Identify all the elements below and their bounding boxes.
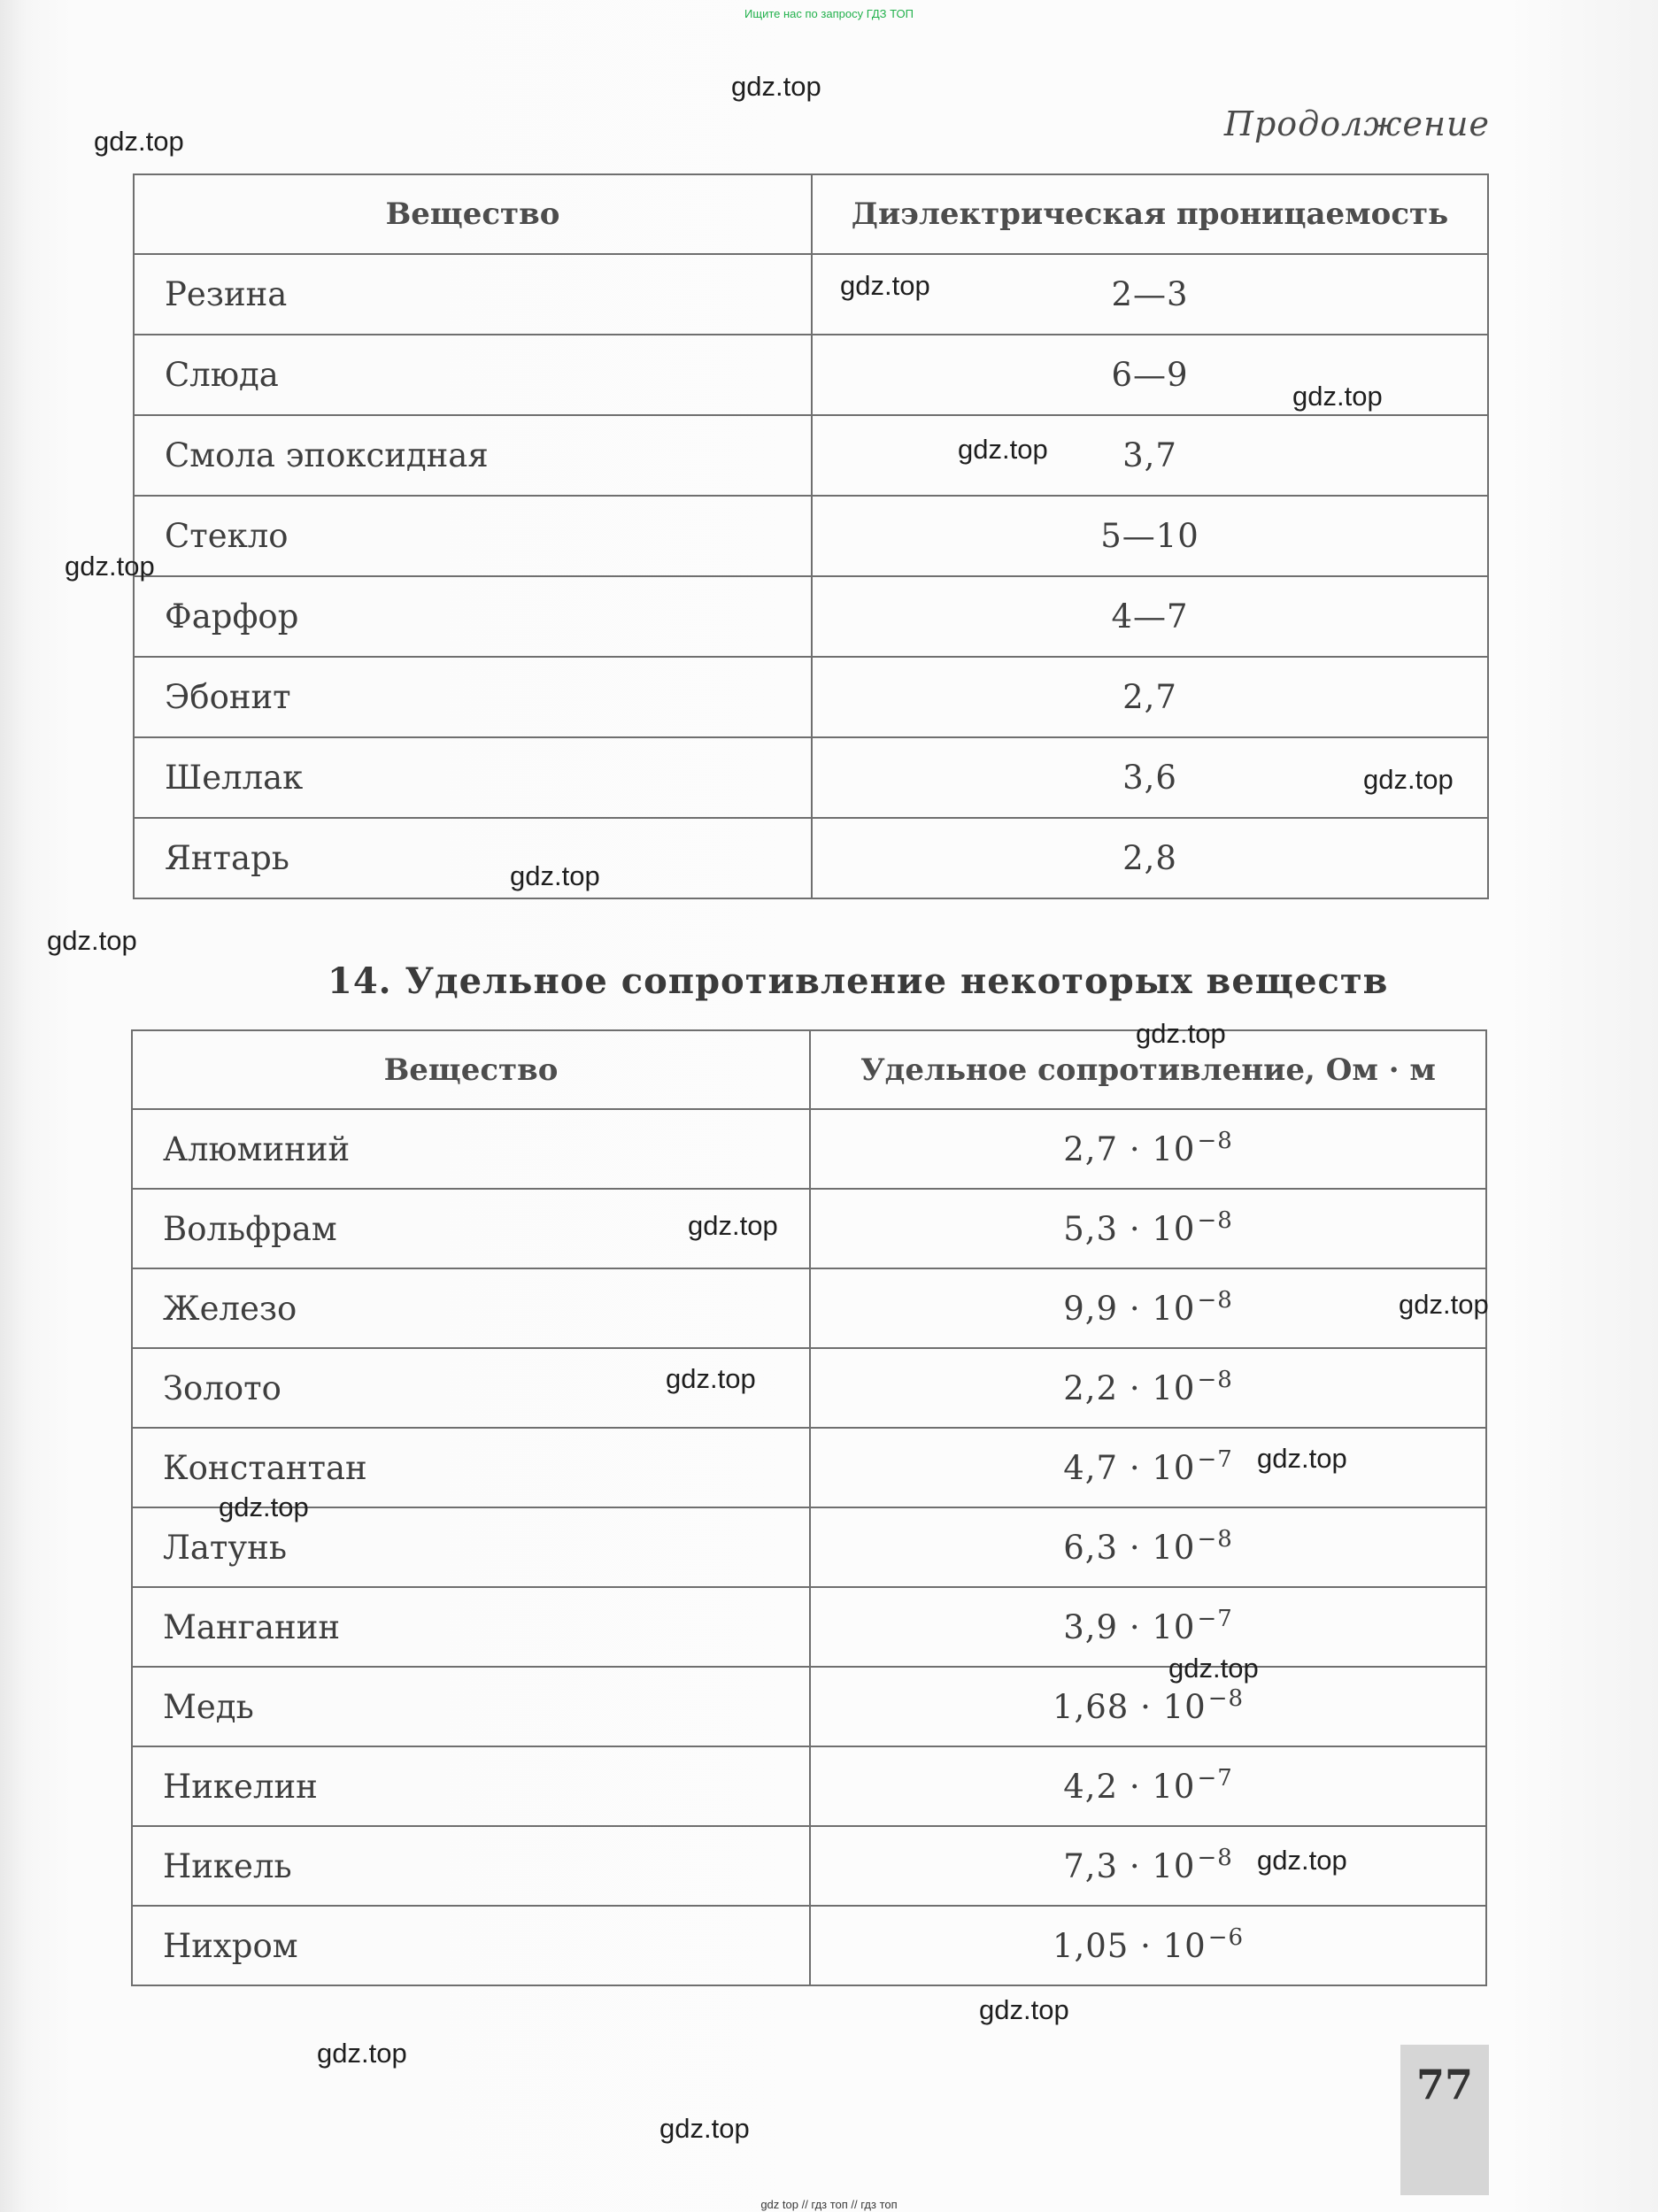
watermark: gdz.top bbox=[317, 2038, 407, 2069]
substance-cell: Алюминий bbox=[132, 1109, 810, 1189]
watermark: gdz.top bbox=[731, 71, 821, 102]
value-exponent: −7 bbox=[1197, 1764, 1233, 1792]
table-row bbox=[134, 576, 1488, 657]
value-mantissa: 3,9 · 10 bbox=[1063, 1607, 1196, 1646]
column-header-resistivity: Удельное сопротивление, Ом · м bbox=[810, 1030, 1486, 1109]
dielectric-table bbox=[133, 173, 1489, 899]
value-mantissa: 6,3 · 10 bbox=[1063, 1528, 1196, 1567]
column-header-substance: Вещество bbox=[134, 174, 812, 254]
table-row bbox=[134, 254, 1488, 335]
value-cell: 5—10 bbox=[812, 496, 1488, 576]
watermark: gdz.top bbox=[1399, 1289, 1489, 1320]
value-mantissa: 4,7 · 10 bbox=[1063, 1448, 1196, 1487]
watermark: gdz.top bbox=[1363, 764, 1454, 795]
value-cell bbox=[810, 1746, 1486, 1826]
value-mantissa: 1,05 · 10 bbox=[1052, 1926, 1207, 1965]
watermark: gdz.top bbox=[510, 860, 600, 891]
value-exponent: −8 bbox=[1197, 1525, 1233, 1553]
value-mantissa: 2,7 · 10 bbox=[1063, 1129, 1196, 1168]
value-cell bbox=[810, 1348, 1486, 1428]
value-cell: 3,7 bbox=[812, 415, 1488, 496]
value-exponent: −8 bbox=[1197, 1127, 1233, 1154]
page-number: 77 bbox=[1415, 2061, 1473, 2108]
table-row bbox=[134, 737, 1488, 818]
table-row bbox=[134, 415, 1488, 496]
table-row bbox=[132, 1507, 1486, 1587]
value-cell bbox=[810, 1109, 1486, 1189]
value-cell: 3,6 bbox=[812, 737, 1488, 818]
value-mantissa: 1,68 · 10 bbox=[1052, 1687, 1207, 1726]
value-cell bbox=[810, 1826, 1486, 1906]
resistivity-table bbox=[131, 1029, 1487, 1986]
watermark: gdz.top bbox=[1292, 381, 1383, 412]
substance-cell: Нихром bbox=[132, 1906, 810, 1985]
substance-cell: Вольфрам bbox=[132, 1189, 810, 1268]
watermark: gdz.top bbox=[688, 1210, 778, 1241]
table-row bbox=[132, 1587, 1486, 1667]
value-cell: 2,7 bbox=[812, 657, 1488, 737]
substance-cell: Никелин bbox=[132, 1746, 810, 1826]
watermark: gdz.top bbox=[840, 270, 930, 301]
column-header-substance: Вещество bbox=[132, 1030, 810, 1109]
watermark: gdz.top bbox=[219, 1491, 309, 1522]
section-title: 14. Удельное сопротивление некоторых веществ bbox=[328, 960, 1389, 1002]
value-cell bbox=[810, 1268, 1486, 1348]
value-exponent: −8 bbox=[1197, 1206, 1233, 1234]
table-row bbox=[134, 818, 1488, 898]
value-exponent: −6 bbox=[1207, 1923, 1245, 1951]
value-cell bbox=[810, 1906, 1486, 1985]
watermark: gdz.top bbox=[979, 1994, 1069, 2025]
value-cell: 2,8 bbox=[812, 818, 1488, 898]
table-row bbox=[134, 496, 1488, 576]
table-row bbox=[132, 1348, 1486, 1428]
watermark: gdz.top bbox=[666, 1363, 756, 1394]
substance-cell: Медь bbox=[132, 1667, 810, 1746]
top-banner[interactable]: Ищите нас по запросу ГДЗ ТОП bbox=[744, 7, 914, 20]
value-mantissa: 4,2 · 10 bbox=[1063, 1767, 1196, 1806]
table-row bbox=[132, 1109, 1486, 1189]
watermark: gdz.top bbox=[958, 434, 1048, 465]
value-exponent: −7 bbox=[1197, 1605, 1233, 1632]
table-header-row bbox=[134, 174, 1488, 254]
value-mantissa: 2,2 · 10 bbox=[1063, 1368, 1196, 1407]
substance-cell: Эбонит bbox=[134, 657, 812, 737]
table-row bbox=[132, 1906, 1486, 1985]
substance-cell: Манганин bbox=[132, 1587, 810, 1667]
value-exponent: −8 bbox=[1197, 1366, 1233, 1393]
value-cell bbox=[810, 1189, 1486, 1268]
table-row bbox=[132, 1746, 1486, 1826]
table-row bbox=[134, 335, 1488, 415]
substance-cell: Латунь bbox=[132, 1507, 810, 1587]
table-row bbox=[134, 657, 1488, 737]
substance-cell: Стекло bbox=[134, 496, 812, 576]
table-row bbox=[132, 1189, 1486, 1268]
substance-cell: Золото bbox=[132, 1348, 810, 1428]
substance-cell: Резина bbox=[134, 254, 812, 335]
watermark: gdz.top bbox=[65, 551, 155, 582]
table-row bbox=[132, 1268, 1486, 1348]
substance-cell: Константан bbox=[132, 1428, 810, 1507]
value-cell bbox=[810, 1667, 1486, 1746]
value-cell bbox=[810, 1587, 1486, 1667]
watermark: gdz.top bbox=[659, 2113, 750, 2144]
value-cell: 2—3 bbox=[812, 254, 1488, 335]
value-mantissa: 7,3 · 10 bbox=[1063, 1846, 1196, 1885]
watermark: gdz.top bbox=[94, 126, 184, 157]
substance-cell: Слюда bbox=[134, 335, 812, 415]
substance-cell: Шеллак bbox=[134, 737, 812, 818]
value-exponent: −8 bbox=[1197, 1286, 1233, 1314]
substance-cell: Фарфор bbox=[134, 576, 812, 657]
value-mantissa: 9,9 · 10 bbox=[1063, 1289, 1196, 1328]
substance-cell: Железо bbox=[132, 1268, 810, 1348]
value-cell: 4—7 bbox=[812, 576, 1488, 657]
continuation-label: Продолжение bbox=[1223, 104, 1490, 143]
value-cell: 6—9 bbox=[812, 335, 1488, 415]
watermark: gdz.top bbox=[47, 925, 137, 956]
watermark: gdz.top bbox=[1257, 1443, 1347, 1474]
value-mantissa: 5,3 · 10 bbox=[1063, 1209, 1196, 1248]
table-row bbox=[132, 1667, 1486, 1746]
substance-cell: Никель bbox=[132, 1826, 810, 1906]
watermark: gdz.top bbox=[1136, 1018, 1226, 1049]
value-cell bbox=[810, 1428, 1486, 1507]
value-cell bbox=[810, 1507, 1486, 1587]
watermark: gdz.top bbox=[1257, 1845, 1347, 1876]
value-exponent: −7 bbox=[1197, 1445, 1233, 1473]
substance-cell: Янтарь bbox=[134, 818, 812, 898]
bottom-banner[interactable]: gdz top // гдз топ // гдз топ bbox=[760, 2198, 898, 2211]
watermark: gdz.top bbox=[1168, 1653, 1259, 1684]
column-header-permittivity: Диэлектрическая проницаемость bbox=[812, 174, 1488, 254]
value-exponent: −8 bbox=[1197, 1844, 1233, 1871]
value-exponent: −8 bbox=[1207, 1684, 1245, 1712]
substance-cell: Смола эпоксидная bbox=[134, 415, 812, 496]
table-header-row bbox=[132, 1030, 1486, 1109]
